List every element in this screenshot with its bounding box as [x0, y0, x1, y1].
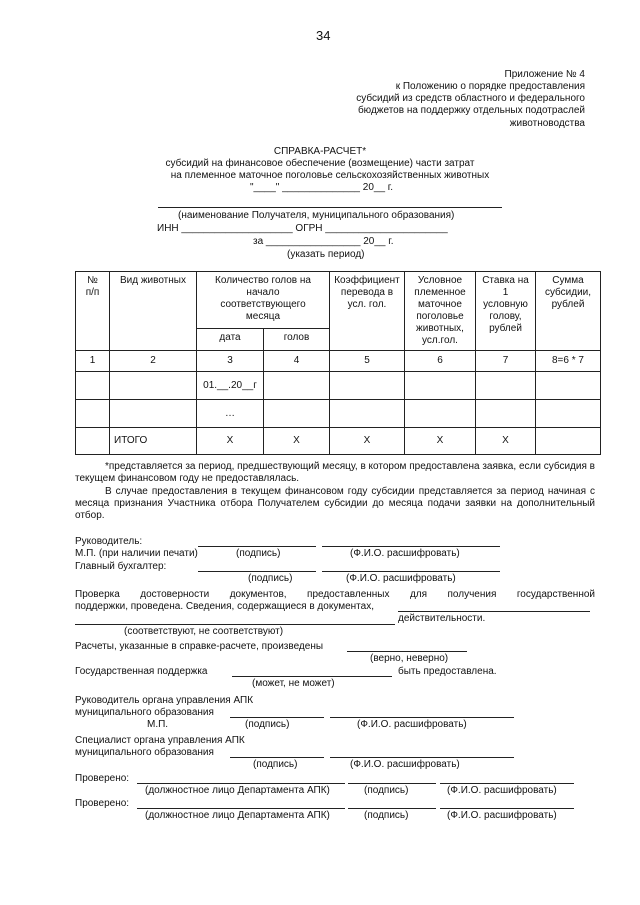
head-label: Руководитель: — [75, 536, 143, 547]
verified-position-caption-1: (должностное лицо Департамента АПК) — [145, 785, 330, 796]
recipient-name-line — [158, 207, 502, 208]
apk-spec-line-2: муниципального образования — [75, 747, 214, 758]
head-fio-caption: (Ф.И.О. расшифровать) — [350, 548, 460, 559]
apk-head-fio-caption: (Ф.И.О. расшифровать) — [357, 719, 467, 730]
calc-caption: (верно, неверно) — [370, 653, 449, 664]
total-x: X — [264, 428, 330, 455]
stamp-label: М.П. (при наличии печати) — [75, 548, 198, 559]
header-heads: голов — [264, 328, 330, 350]
head-sign-line — [198, 546, 316, 547]
corresponds-caption: (соответствуют, не соответствуют) — [124, 626, 284, 637]
header-rate: Ставка на 1 условную голову, рублей — [476, 272, 536, 351]
page-number: 34 — [316, 28, 331, 43]
note-paragraph-2: В случае предоставления в текущем финансовом году субсидии представляется за период начиная с месяца признания Участника отбора Получателем субсидии до месяца подачи заявки на дополнительный отбор. — [75, 486, 595, 521]
apk-head-line-2: муниципального образования — [75, 707, 214, 718]
appendix-line-4: бюджетов на поддержку отдельных подотраслей — [357, 105, 585, 116]
verified-sign-line-1 — [348, 783, 436, 784]
period-caption: (указать период) — [287, 249, 365, 260]
total-x: X — [330, 428, 405, 455]
apk-spec-sign-line — [230, 757, 324, 758]
check-line-1: Проверка достоверности документов, предоставленных для получения государственной — [75, 589, 595, 600]
document-title: СПРАВКА-РАСЧЕТ* — [273, 146, 367, 157]
apk-spec-sign-caption: (подпись) — [253, 759, 298, 770]
accountant-fio-caption: (Ф.И.О. расшифровать) — [346, 573, 456, 584]
table-row — [76, 372, 601, 400]
calc-label: Расчеты, указанные в справке-расчете, произведены — [75, 641, 324, 652]
appendix-line-3: субсидий из средств областного и федерального — [356, 93, 585, 104]
check-info-line — [398, 611, 590, 612]
col-number: 6 — [405, 351, 476, 372]
apk-spec-line-1: Специалист органа управления АПК — [75, 735, 245, 746]
head-sign-caption: (подпись) — [236, 548, 281, 559]
table-row-numbers — [76, 351, 601, 372]
accountant-sign-caption: (подпись) — [248, 573, 293, 584]
apk-mp: М.П. — [147, 719, 169, 730]
header-head-count: Количество голов на начало соответствующего месяца — [197, 272, 330, 329]
row-date: 01.__.20__г — [197, 372, 264, 400]
col-number: 1 — [76, 351, 110, 372]
verified-label-2: Проверено: — [75, 798, 130, 809]
note-paragraph-1: *представляется за период, предшествующий месяцу, в котором предоставлена заявка, если субсидия в текущем финансовом году не предоставлялась. — [75, 461, 595, 484]
total-x: X — [476, 428, 536, 455]
col-number: 2 — [110, 351, 197, 372]
col-number: 5 — [330, 351, 405, 372]
recipient-caption: (наименование Получателя, муниципального образования) — [178, 210, 455, 221]
check-line-2: поддержки, проведена. Сведения, содержащиеся в документах, — [75, 601, 374, 612]
row-date-ellipsis: … — [197, 400, 264, 428]
check-continue-line — [75, 624, 395, 625]
apk-spec-fio-caption: (Ф.И.О. расшифровать) — [350, 759, 460, 770]
col-number: 4 — [264, 351, 330, 372]
title-date-line: "____" ______________ 20__ г. — [250, 182, 393, 193]
verified-sign-caption-1: (подпись) — [364, 785, 409, 796]
support-line — [232, 676, 392, 677]
header-subsidy-sum: Сумма субсидии, рублей — [536, 272, 601, 351]
header-conditional-livestock: Условное племенное маточное поголовье животных, усл.гол. — [405, 272, 476, 351]
header-coefficient: Коэффициент перевода в усл. гол. — [330, 272, 405, 351]
total-x: X — [197, 428, 264, 455]
header-animal-type: Вид животных — [110, 272, 197, 351]
appendix-line-1: Приложение № 4 — [504, 69, 585, 80]
verified-position-line-1 — [137, 783, 345, 784]
validity-label: действительности. — [398, 613, 486, 624]
table-total-row — [76, 428, 601, 455]
verified-position-line-2 — [137, 808, 345, 809]
col-number: 7 — [476, 351, 536, 372]
verified-position-caption-2: (должностное лицо Департамента АПК) — [145, 810, 330, 821]
verified-label-1: Проверено: — [75, 773, 130, 784]
appendix-line-5: животноводства — [509, 118, 585, 129]
title-line-1: субсидий на финансовое обеспечение (возмещение) части затрат — [165, 158, 475, 169]
appendix-line-2: к Положению о порядке предоставления — [395, 81, 585, 92]
subsidy-table — [75, 271, 601, 455]
accountant-sign-line — [198, 571, 316, 572]
support-label: Государственная поддержка — [75, 666, 208, 677]
apk-head-fio-line — [330, 717, 514, 718]
header-date: дата — [197, 328, 264, 350]
col-number: 3 — [197, 351, 264, 372]
chief-accountant-label: Главный бухгалтер: — [75, 561, 167, 572]
verified-fio-caption-2: (Ф.И.О. расшифровать) — [447, 810, 557, 821]
table-row — [76, 400, 601, 428]
inn-ogrn-line: ИНН ____________________ ОГРН ______________________ — [157, 223, 448, 234]
head-fio-line — [322, 546, 500, 547]
verified-sign-line-2 — [348, 808, 436, 809]
total-x: X — [405, 428, 476, 455]
col-number: 8=6 * 7 — [536, 351, 601, 372]
support-end: быть предоставлена. — [398, 666, 497, 677]
support-caption: (может, не может) — [252, 678, 335, 689]
verified-fio-caption-1: (Ф.И.О. расшифровать) — [447, 785, 557, 796]
apk-head-line-1: Руководитель органа управления АПК — [75, 695, 254, 706]
accountant-fio-line — [322, 571, 500, 572]
apk-spec-fio-line — [330, 757, 514, 758]
verified-sign-caption-2: (подпись) — [364, 810, 409, 821]
verified-fio-line-1 — [440, 783, 574, 784]
period-line: за _________________ 20__ г. — [253, 236, 394, 247]
calc-line — [347, 651, 467, 652]
header-row-number: № п/п — [76, 272, 110, 351]
total-label: ИТОГО — [110, 428, 197, 455]
title-line-2: на племенное маточное поголовье сельскохозяйственных животных — [170, 170, 490, 181]
verified-fio-line-2 — [440, 808, 574, 809]
apk-head-sign-line — [230, 717, 324, 718]
apk-head-sign-caption: (подпись) — [245, 719, 290, 730]
